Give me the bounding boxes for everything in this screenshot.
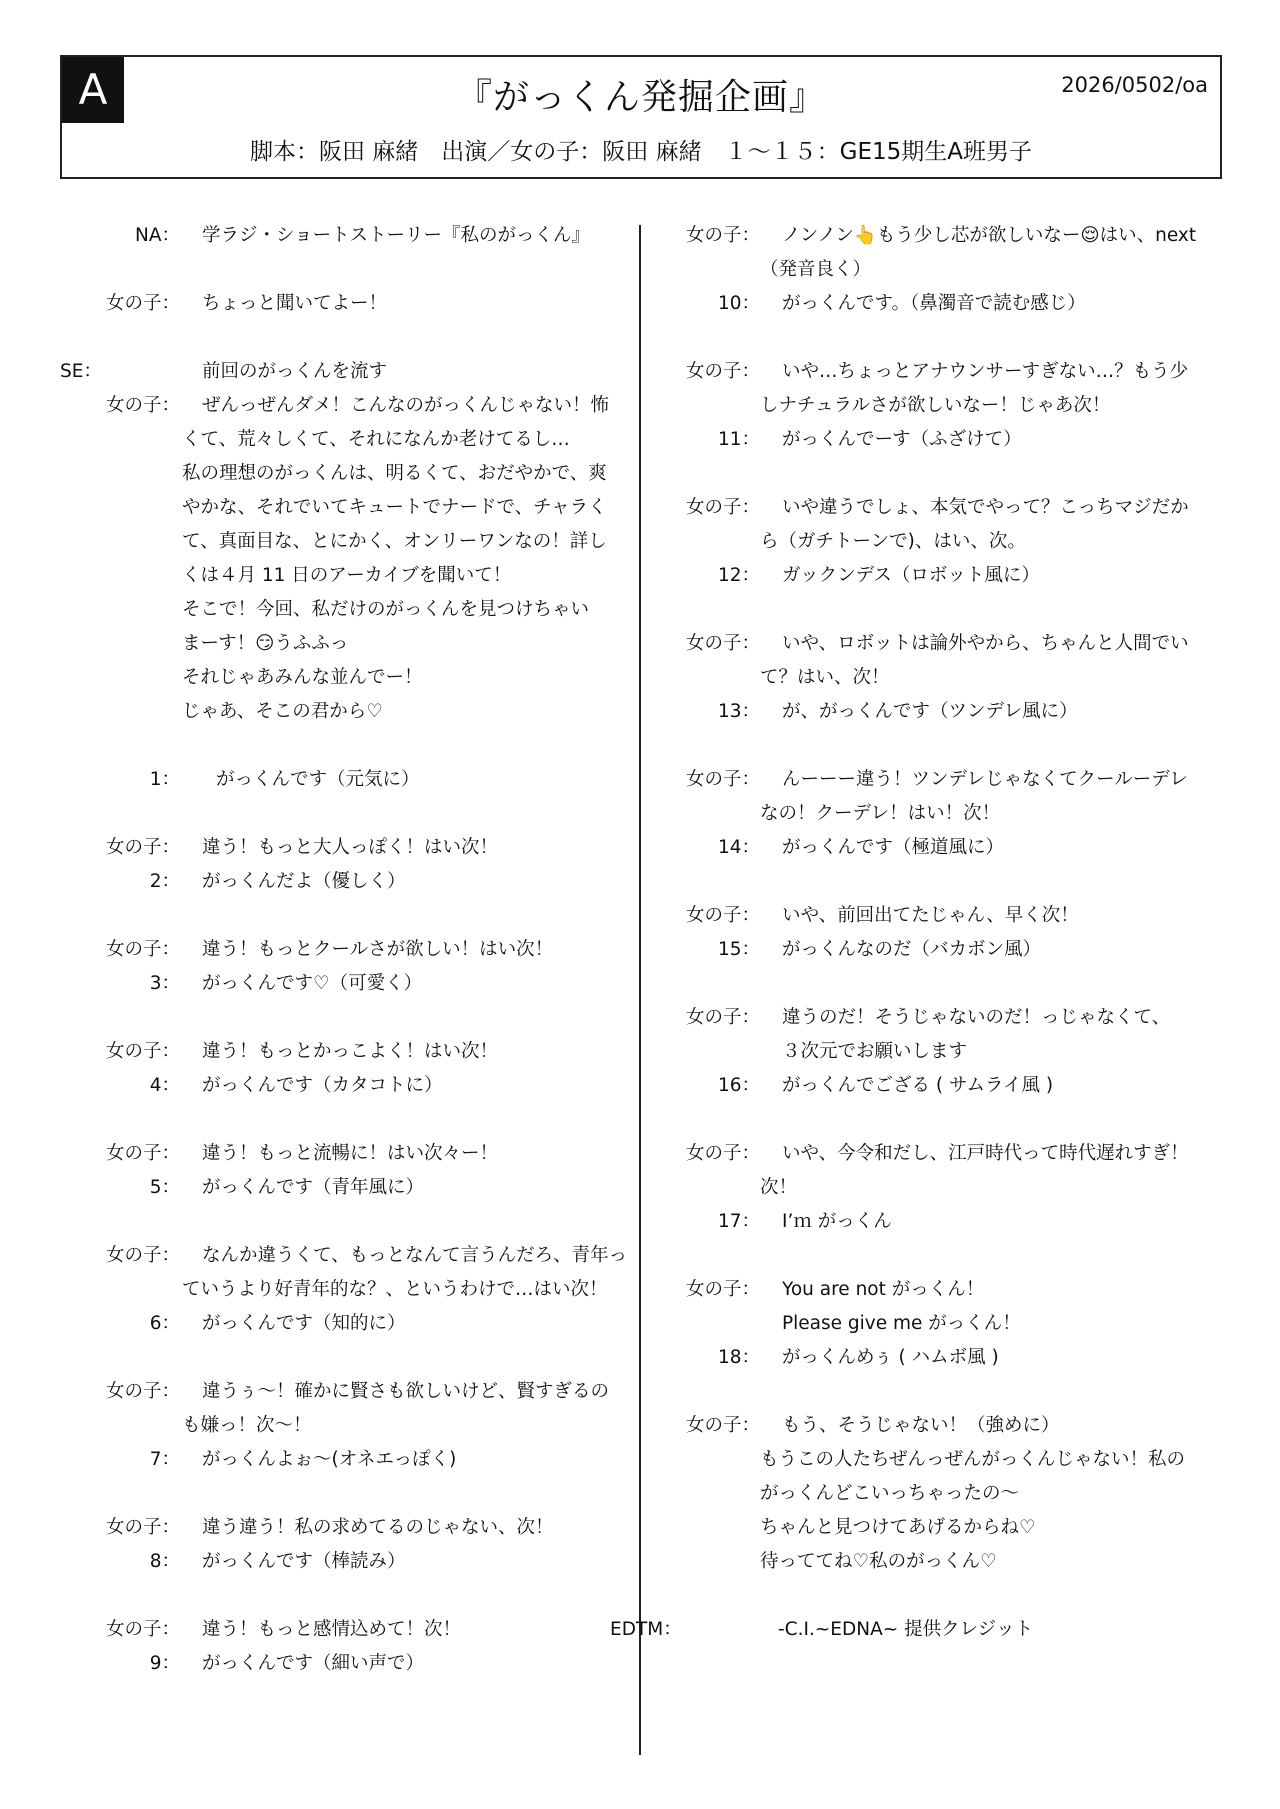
script-line — [650, 695, 1222, 729]
dialogue-text: ノンノン👆もう少し芯が欲しいなー😌はい、next — [782, 225, 1197, 246]
speaker-label: 女の子： — [105, 1381, 180, 1402]
dialogue-text: 違うのだ！そうじゃないのだ！っじゃなくて、 — [782, 1007, 1171, 1028]
speaker-label: 12： — [717, 565, 760, 586]
script-line — [650, 763, 1222, 797]
script-line — [650, 899, 1222, 933]
dialogue-text: ガックンデス（ロボット風に） — [782, 565, 1040, 586]
script-line — [650, 627, 1222, 661]
speaker-label: 女の子： — [105, 837, 180, 858]
script-line — [650, 287, 1222, 321]
speaker-label: 7： — [149, 1449, 180, 1470]
broadcast-date: 2026/0502/oa — [1061, 73, 1208, 97]
dialogue-text: なんか違うくて、もっとなんて言うんだろ、青年っ — [202, 1245, 628, 1266]
dialogue-text: いや、ロボットは論外やから、ちゃんと人間でい — [782, 633, 1189, 654]
speaker-label: 女の子： — [685, 905, 760, 926]
speaker-label: 女の子： — [105, 1245, 180, 1266]
column-divider — [639, 225, 641, 1755]
dialogue-continuation: （発音良く） — [760, 259, 872, 280]
dialogue-text: がっくんでーす（ふざけて） — [782, 429, 1022, 450]
script-line — [60, 1171, 630, 1205]
dialogue-text: 学ラジ・ショートストーリー『私のがっくん』 — [202, 225, 590, 246]
dialogue-continuation: も嫌っ！次～！ — [182, 1415, 312, 1436]
speaker-label: 女の子： — [685, 1007, 760, 1028]
speaker-label: 4： — [149, 1075, 180, 1096]
dialogue-continuation: 次！ — [760, 1177, 798, 1198]
dialogue-text: いや、今令和だし、江戸時代って時代遅れすぎ！ — [782, 1143, 1189, 1164]
speaker-label: 女の子： — [685, 497, 760, 518]
dialogue-continuation: なの！クーデレ！はい！次！ — [760, 803, 1001, 824]
script-line — [60, 831, 630, 865]
speaker-label: 女の子： — [105, 1517, 180, 1538]
dialogue-text: がっくんです（元気に） — [216, 769, 420, 790]
dialogue-text: んーーー違う！ツンデレじゃなくてクールーデレ — [782, 769, 1188, 790]
dialogue-continuation: て？はい、次！ — [760, 667, 890, 688]
dialogue-text: いや…ちょっとアナウンサーすぎない…？もう少 — [782, 361, 1189, 382]
speaker-label: 16： — [717, 1075, 760, 1096]
speaker-label: 女の子： — [685, 1279, 760, 1300]
script-line — [650, 423, 1222, 457]
script-line — [650, 1205, 1222, 1239]
script-title: 『がっくん発掘企画』 — [455, 77, 826, 118]
speaker-label: 13： — [717, 701, 760, 722]
speaker-label: 女の子： — [105, 1143, 180, 1164]
dialogue-text: I’ｍ がっくん — [782, 1211, 892, 1232]
script-line — [60, 219, 630, 253]
script-line — [650, 219, 1222, 253]
script-line — [60, 287, 630, 321]
dialogue-text: がっくんよぉ～(オネエっぽく) — [202, 1449, 457, 1470]
script-left-column — [60, 219, 630, 1681]
speaker-label: 18： — [717, 1347, 760, 1368]
script-line — [60, 763, 630, 797]
dialogue-text: がっくんでござる ( サムライ風 ) — [782, 1075, 1054, 1096]
dialogue-text: がっくんです（知的に） — [202, 1313, 406, 1334]
dialogue-text: がっくんめぅ ( ハムボ風 ) — [782, 1347, 999, 1368]
script-line — [610, 1613, 1222, 1647]
dialogue-text: が、がっくんです（ツンデレ風に） — [782, 701, 1078, 722]
speaker-label: 女の子： — [685, 633, 760, 654]
speaker-label: 女の子： — [105, 1041, 180, 1062]
script-line — [650, 1273, 1222, 1307]
speaker-label: 15： — [717, 939, 760, 960]
script-line — [60, 1511, 630, 1545]
script-line — [650, 1069, 1222, 1103]
script-line — [60, 355, 630, 389]
script-line — [650, 1001, 1222, 1035]
script-line — [60, 967, 630, 1001]
speaker-label: 11： — [717, 429, 760, 450]
speaker-label: 3： — [149, 973, 180, 994]
script-line — [650, 491, 1222, 525]
speaker-label: 女の子： — [105, 293, 180, 314]
dialogue-text: 違う！もっと流暢に！はい次々ー！ — [202, 1143, 499, 1164]
dialogue-continuation: Please give me がっくん！ — [782, 1313, 1021, 1334]
speaker-label: SE： — [60, 361, 102, 382]
dialogue-text: 違う！もっと感情込めて！次！ — [202, 1619, 462, 1640]
dialogue-text: 違う！もっとクールさが欲しい！はい次！ — [202, 939, 554, 960]
speaker-label: 1： — [149, 769, 180, 790]
dialogue-text: がっくんなのだ（バカボン風） — [782, 939, 1042, 960]
dialogue-text: ちょっと聞いてよー！ — [202, 293, 388, 314]
script-line — [60, 1307, 630, 1341]
dialogue-text: 違うぅ～！確かに賢さも欲しいけど、賢すぎるの — [202, 1381, 610, 1402]
script-line — [60, 933, 630, 967]
dialogue-text: がっくんだよ（優しく） — [202, 871, 406, 892]
group-letter-badge: A — [62, 57, 124, 123]
script-line — [60, 1239, 630, 1273]
speaker-label: 女の子： — [105, 1619, 180, 1640]
script-line — [650, 355, 1222, 389]
dialogue-text: がっくんです（細い声で） — [202, 1653, 425, 1674]
speaker-label: 女の子： — [105, 939, 180, 960]
dialogue-text: もう、そうじゃない！（強めに） — [782, 1415, 1060, 1436]
script-line — [650, 831, 1222, 865]
script-line — [60, 865, 630, 899]
dialogue-continuation: しナチュラルさが欲しいなー！じゃあ次！ — [760, 395, 1111, 416]
script-line — [650, 1409, 1222, 1443]
script-line — [60, 1545, 630, 1579]
speaker-label: 9： — [149, 1653, 180, 1674]
script-line — [60, 1613, 630, 1647]
dialogue-text: 前回のがっくんを流す — [202, 361, 388, 382]
dialogue-continuation: もうこの人たちぜんっぜんがっくんじゃない！私の がっくんどこいっちゃったの～ ちゃんと見つけてあげるからね♡ 待っててね♡私のがっくん♡ — [760, 1449, 1185, 1572]
dialogue-continuation: くて、荒々しくて、それになんか老けてるし… 私の理想のがっくんは、明るくて、おだやかで、爽 やかな、それでいてキュートでナードで、チャラく て、真面目な、とにかく、オンリーワンなの！詳し くは４月 11 日のアーカイブを聞いて！ そこで！今回、私だけのがっくんを見つけちゃい まーす！😏うふふっ それじゃあみんな並んでー！ じゃあ、そこの君から♡ — [182, 429, 607, 722]
dialogue-text: いや違うでしょ、本気でやって？こっちマジだか — [782, 497, 1189, 518]
dialogue-text: がっくんです（極道風に） — [782, 837, 1005, 858]
dialogue-continuation: ていうより好青年的な？、というわけで…はい次！ — [182, 1279, 608, 1300]
script-line — [60, 1375, 630, 1409]
script-line — [650, 933, 1222, 967]
dialogue-text: がっくんです（カタコトに） — [202, 1075, 443, 1096]
script-line — [60, 389, 630, 423]
script-line — [650, 1341, 1222, 1375]
script-line — [650, 1137, 1222, 1171]
dialogue-continuation: ら（ガチトーンで)、はい、次。 — [760, 531, 1026, 552]
speaker-label: EDTM： — [610, 1619, 682, 1640]
script-line — [60, 1035, 630, 1069]
speaker-label: 5： — [149, 1177, 180, 1198]
speaker-label: 女の子： — [685, 1143, 760, 1164]
dialogue-continuation: ３次元でお願いします — [782, 1041, 968, 1062]
script-line — [650, 559, 1222, 593]
dialogue-text: 違う違う！私の求めてるのじゃない、次！ — [202, 1517, 554, 1538]
dialogue-text: がっくんです♡（可愛く） — [202, 973, 423, 994]
speaker-label: 女の子： — [685, 769, 760, 790]
speaker-label: 女の子： — [685, 361, 760, 382]
speaker-label: 女の子： — [685, 1415, 760, 1436]
speaker-label: 女の子： — [105, 395, 180, 416]
script-line — [60, 1137, 630, 1171]
speaker-label: 女の子： — [685, 225, 760, 246]
dialogue-text: がっくんです（棒読み） — [202, 1551, 406, 1572]
speaker-label: 8： — [149, 1551, 180, 1572]
script-header — [60, 55, 1222, 179]
dialogue-text: 違う！もっとかっこよく！はい次！ — [202, 1041, 499, 1062]
speaker-label: 2： — [149, 871, 180, 892]
script-line — [60, 1069, 630, 1103]
speaker-label: 17： — [717, 1211, 760, 1232]
dialogue-text: -C.I.~EDNA~ 提供クレジット — [778, 1619, 1034, 1640]
dialogue-text: You are not がっくん！ — [782, 1279, 985, 1300]
script-line — [60, 1443, 630, 1477]
speaker-label: 10： — [717, 293, 760, 314]
speaker-label: 14： — [717, 837, 760, 858]
dialogue-text: がっくんです（青年風に） — [202, 1177, 425, 1198]
script-right-column — [610, 219, 1222, 1647]
dialogue-text: ぜんっぜんダメ！こんなのがっくんじゃない！怖 — [202, 395, 610, 416]
speaker-label: 6： — [149, 1313, 180, 1334]
script-credits: 脚本：阪田 麻緒 出演／女の子：阪田 麻緒 １～１５：GE15期生A班男子 — [250, 139, 1032, 165]
dialogue-text: いや、前回出てたじゃん、早く次！ — [782, 905, 1079, 926]
dialogue-text: 違う！もっと大人っぽく！はい次！ — [202, 837, 499, 858]
script-line — [60, 1647, 630, 1681]
speaker-label: NA： — [135, 225, 180, 246]
dialogue-text: がっくんです。（鼻濁音で読む感じ） — [782, 293, 1086, 314]
